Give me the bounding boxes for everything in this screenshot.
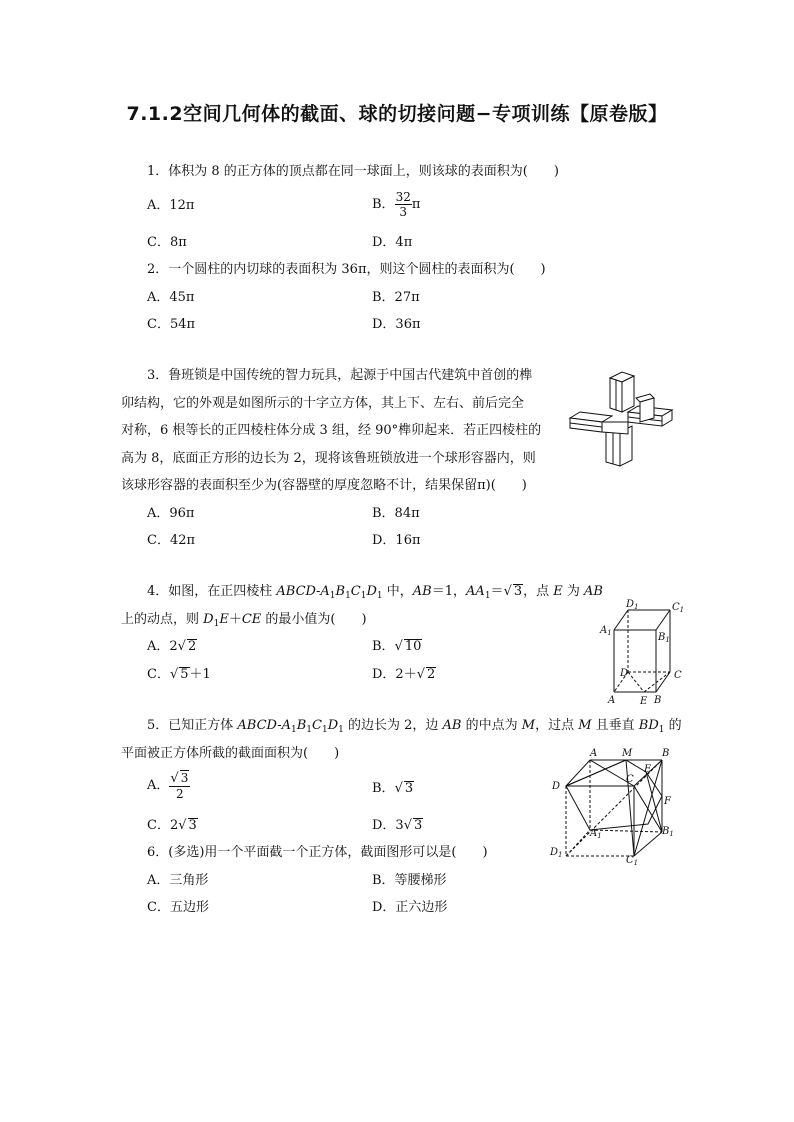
q2-option-d: D．36π — [372, 317, 421, 332]
q6-stem: 6．(多选)用一个平面截一个正方体，截面图形可以是( ) — [147, 845, 488, 860]
q3-line-2: 卯结构，它的外观是如图所示的十字立方体，其上下、左右、前后完全 — [121, 396, 525, 411]
label-B1: $B_1$ — [662, 826, 674, 838]
label-E: E — [644, 764, 652, 775]
q3-line-5: 该球形容器的表面积至少为(容器壁的厚度忽略不计，结果保留π)( ) — [121, 478, 527, 493]
luban-lock-figure — [566, 368, 678, 472]
label-D1: $D_1$ — [550, 847, 563, 859]
q3-option-a: A．96π — [147, 506, 195, 521]
prism-figure — [596, 596, 692, 708]
label-M: M — [622, 748, 633, 759]
label-E: E — [640, 696, 648, 707]
q5-option-a: A． $\frac{√ 3}{2}$ — [147, 771, 189, 801]
label-C1: $C_1$ — [626, 855, 639, 866]
q3-line-4: 高为 8，底面正方形的边长为 2，现将该鲁班锁放进一个球形容器内，则 — [121, 451, 536, 466]
q6-option-c: C．五边形 — [147, 900, 209, 915]
label-F: F — [664, 796, 671, 807]
q5-option-b: B．√ 3 — [372, 781, 414, 796]
q5-option-d: D．3√ 3 — [372, 818, 423, 833]
q2-option-a: A．45π — [147, 290, 195, 305]
cube-section-figure — [546, 744, 682, 866]
label-C: C — [626, 774, 634, 785]
q3-option-d: D．16π — [372, 533, 421, 548]
q3-line-1: 3．鲁班锁是中国传统的智力玩具，起源于中国古代建筑中首创的榫 — [147, 368, 533, 383]
q5-option-c: C．2√ 3 — [147, 818, 197, 833]
label-A1: $A_1$ — [590, 828, 602, 840]
q5-fraction: $\frac{√ 3}{2}$ — [170, 771, 189, 801]
label-B: B — [654, 695, 662, 706]
q1-option-d: D．4π — [372, 235, 413, 250]
label-B: B — [662, 748, 670, 759]
q4-line-2: 上的动点，则 $D_1E+CE$ 的最小值为( ) — [121, 612, 367, 629]
label-A: A — [608, 695, 616, 706]
q6-option-d: D．正六边形 — [372, 900, 448, 915]
q5-line-2: 平面被正方体所截的截面面积为( ) — [121, 746, 340, 761]
q3-option-c: C．42π — [147, 533, 196, 548]
q1-option-a: A．12π — [147, 198, 195, 213]
q1-fraction: $\frac{32}{3}$ — [395, 190, 411, 219]
label-A: A — [590, 748, 598, 759]
q4-option-a: A．2√ 2 — [147, 639, 197, 654]
label-B1: $B_1$ — [658, 632, 670, 644]
label-D: D — [620, 668, 629, 679]
q4-option-c: C．√ 5＋1 — [147, 667, 211, 682]
label-C: C — [674, 670, 682, 681]
page-title: 7.1.2空间几何体的截面、球的切接问题−专项训练【原卷版】 — [126, 103, 668, 125]
q4-option-b: B．√ 10 — [372, 639, 422, 654]
label-D1: $D_1$ — [626, 599, 639, 611]
q3-line-3: 对称，6 根等长的正四棱柱体分成 3 组，经 90°榫卯起来．若正四棱柱的 — [121, 423, 542, 438]
q6-option-b: B．等腰梯形 — [372, 873, 447, 888]
q4-line-1: 4．如图，在正四棱柱 ABCD-$A_1B_1C_1D_1$ 中，AB＝1，$AA_1=√$ 3，点 E 为 AB — [147, 584, 603, 601]
q4-option-d: D．2＋√ 2 — [372, 667, 436, 682]
q1-option-b: B． $\frac{32}{3}$ π — [372, 190, 421, 219]
label-C1: $C_1$ — [672, 602, 685, 614]
q1-stem: 1．体积为 8 的正方体的顶点都在同一球面上，则该球的表面积为( ) — [147, 164, 559, 179]
q2-stem: 2．一个圆柱的内切球的表面积为 36π，则这个圆柱的表面积为( ) — [147, 262, 546, 277]
q5-line-1: 5．已知正方体 ABCD-$A_1B_1C_1D_1$ 的边长为 2，边 AB 的中点为 M，过点 M 且垂直 $BD_1$ 的 — [147, 718, 682, 735]
q3-option-b: B．84π — [372, 506, 420, 521]
label-D: D — [552, 781, 561, 792]
q2-option-c: C．54π — [147, 317, 196, 332]
q6-option-a: A．三角形 — [147, 873, 209, 888]
q1-option-c: C．8π — [147, 235, 187, 250]
q2-option-b: B．27π — [372, 290, 420, 305]
label-A1: $A_1$ — [600, 625, 612, 637]
